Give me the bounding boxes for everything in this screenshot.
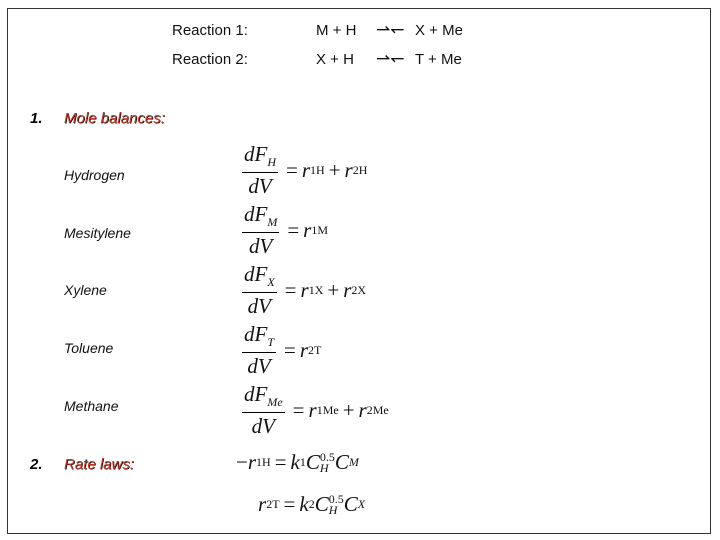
equilibrium-arrow-icon: ⇀↽ xyxy=(376,20,405,40)
derivative-fraction: $\frac{dF_M}{dV}$ xyxy=(244,202,278,259)
rate-law-2: r 2T = k 2 C 0.5 H C X xyxy=(258,491,366,517)
derivative-fraction: $\frac{dF_H}{dV}$ xyxy=(244,142,276,199)
reaction-1-rhs: X + Me xyxy=(415,22,463,39)
reaction-2-rhs: T + Me xyxy=(415,51,462,68)
mole-balance-toluene: $\frac{dF_T}{dV}$ = r 2T xyxy=(244,322,322,379)
reaction-1-lhs: M + H xyxy=(316,22,357,39)
species-label-toluene: Toluene xyxy=(64,340,114,356)
species-label-hydrogen: Hydrogen xyxy=(64,167,125,183)
derivative-fraction: $\frac{dF_{Me}}{dV}$ xyxy=(244,382,283,439)
section-2-number: 2. xyxy=(30,456,43,473)
section-2-title: Rate laws: xyxy=(64,456,135,473)
derivative-fraction: $\frac{dF_T}{dV}$ xyxy=(244,322,275,379)
mole-balance-mesitylene: $\frac{dF_M}{dV}$ = r 1M xyxy=(244,202,329,259)
reaction-2-label: Reaction 2: xyxy=(172,51,248,68)
species-label-methane: Methane xyxy=(64,398,119,414)
species-label-mesitylene: Mesitylene xyxy=(64,225,131,241)
rate-law-1: − r 1H = k 1 C 0.5 H C M xyxy=(236,449,359,475)
section-1-number: 1. xyxy=(30,110,43,127)
mole-balance-methane: $\frac{dF_{Me}}{dV}$ = r 1Me + r 2Me xyxy=(244,382,389,439)
equilibrium-arrow-icon: ⇀↽ xyxy=(376,49,405,69)
reaction-2-lhs: X + H xyxy=(316,51,354,68)
derivative-fraction: $\frac{dF_X}{dV}$ xyxy=(244,262,275,319)
section-1-title: Mole balances: xyxy=(64,110,165,127)
mole-balance-hydrogen: $\frac{dF_H}{dV}$ = r 1H + r 2H xyxy=(244,142,368,199)
reaction-1-label: Reaction 1: xyxy=(172,22,248,39)
mole-balance-xylene: $\frac{dF_X}{dV}$ = r 1X + r 2X xyxy=(244,262,367,319)
species-label-xylene: Xylene xyxy=(64,282,107,298)
